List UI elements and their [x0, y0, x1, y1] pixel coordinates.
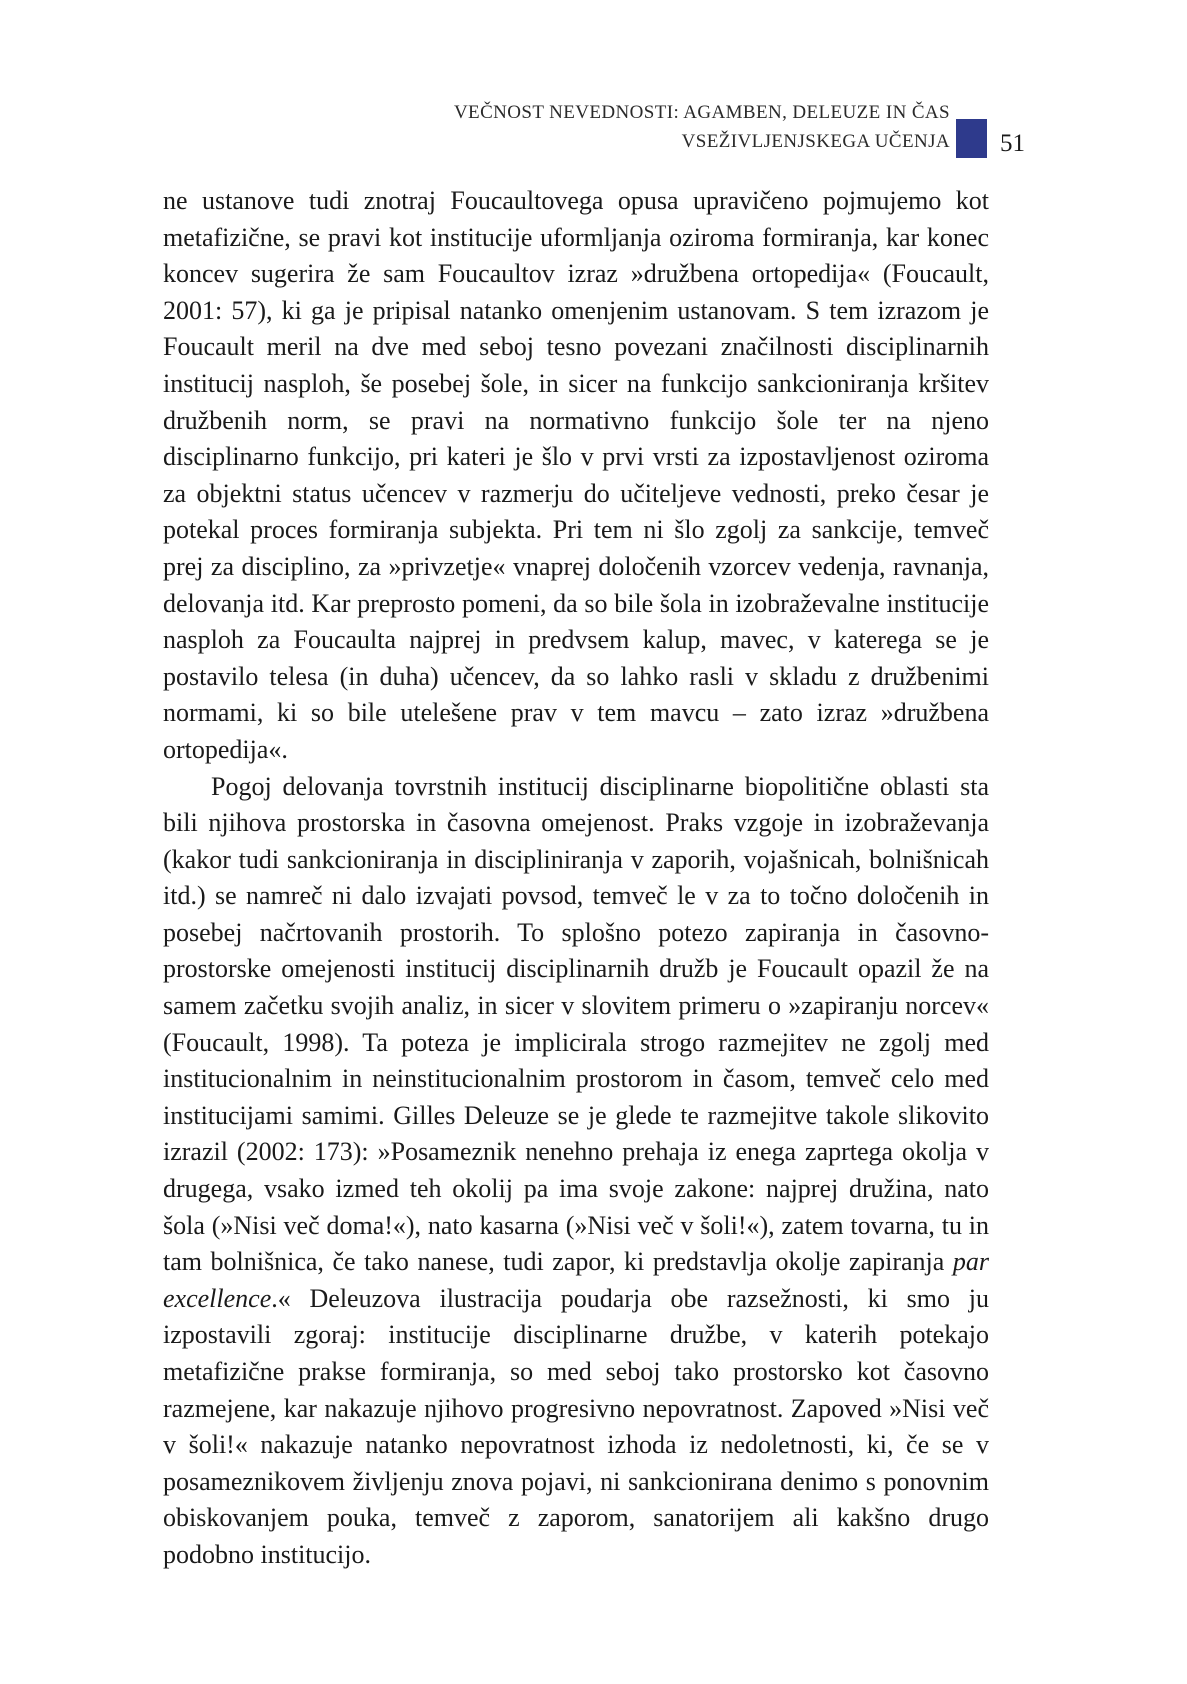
running-title-line-2: VSEŽIVLJENJSKEGA UČENJA [681, 131, 950, 152]
paragraph-2-text-b: .« Deleuzova ilustracija poudarja obe razsežnosti, ki smo ju izpostavili zgoraj: institucije disciplinarne družbe, v katerih potekajo metafizične prakse formiranja, so med seboj tako prostorsko kot časovno razmejene, kar nakazuje njihovo progresivno nepovratnost. Zapoved »Nisi več v šoli!« nakazuje natanko nepovratnost izhoda iz nedoletnosti, ki, če se v posameznikovem življenju znova pojavi, ni sankcionirana denimo s ponovnim obiskovanjem pouka, temveč z zaporom, sanatorijem ali kakšno drugo podobno institucijo. [163, 1283, 989, 1569]
header-accent-square [956, 119, 987, 158]
paragraph-2 [163, 769, 989, 1574]
paragraph-1: ne ustanove tudi znotraj Foucaultovega opusa upravičeno pojmujemo kot metafizične, se pravi kot institucije uformljanja oziroma formiranja, kar konec koncev sugerira že sam Foucaultov izraz »družbena ortopedija« (Foucault, 2001: 57), ki ga je pripisal natanko omenjenim ustanovam. S tem izrazom je Foucault meril na dve med seboj tesno povezani značilnosti disciplinarnih institucij nasploh, še posebej šole, in sicer na funkcijo sankcioniranja kršitev družbenih norm, se pravi na normativno funkcijo šole ter na njeno disciplinarno funkcijo, pri kateri je šlo v prvi vrsti za izpostavljenost oziroma za objektni status učencev v razmerju do učiteljeve vednosti, preko česar je potekal proces formiranja subjekta. Pri tem ni šlo zgolj za sankcije, temveč prej za disciplino, za »privzetje« vnaprej določenih vzorcev vedenja, ravnanja, delovanja itd. Kar preprosto pomeni, da so bile šola in izobraževalne institucije nasploh za Foucaulta najprej in predvsem kalup, mavec, v katerega se je postavilo telesa (in duha) učencev, da so lahko rasli v skladu z družbenimi normami, ki so bile utelešene prav v tem mavcu – zato izraz »družbena ortopedija«. [163, 186, 989, 764]
running-head [454, 98, 950, 156]
page-number: 51 [1000, 130, 1025, 157]
paragraph-2-text-a: Pogoj delovanja tovrstnih institucij disciplinarne biopolitične oblasti sta bili njihova prostorska in časovna omejenost. Praks vzgoje in izobraževanja (kakor tudi sankcioniranja in discipliniranja v zaporih, vojašnicah, bolnišnicah itd.) se namreč ni dalo izvajati povsod, temveč le v za to točno določenih in posebej načrtovanih prostorih. To splošno potezo zapiranja in časovno-prostorske omejenosti institucij disciplinarnih družb je Foucault opazil že na samem začetku svojih analiz, in sicer v slovitem primeru o »zapiranju norcev« (Foucault, 1998). Ta poteza je implicirala strogo razmejitev ne zgolj med institucionalnim in neinstitucionalnim prostorom in časom, temveč celo med institucijami samimi. Gilles Deleuze se je glede te razmejitve takole slikovito izrazil (2002: 173): »Posameznik nenehno prehaja iz enega zaprtega okolja v drugega, vsako izmed teh okolij pa ima svoje zakone: najprej družina, nato šola (»Nisi več doma!«), nato kasarna (»Nisi več v šoli!«), zatem tovarna, tu in tam bolnišnica, če tako nanese, tudi zapor, ki predstavlja okolje zapiranja [163, 771, 989, 1277]
running-title-line-1: VEČNOST NEVEDNOSTI: AGAMBEN, DELEUZE IN ČAS [453, 102, 950, 123]
body-text [163, 183, 989, 1574]
italic-phrase: par excellence [163, 1247, 989, 1313]
